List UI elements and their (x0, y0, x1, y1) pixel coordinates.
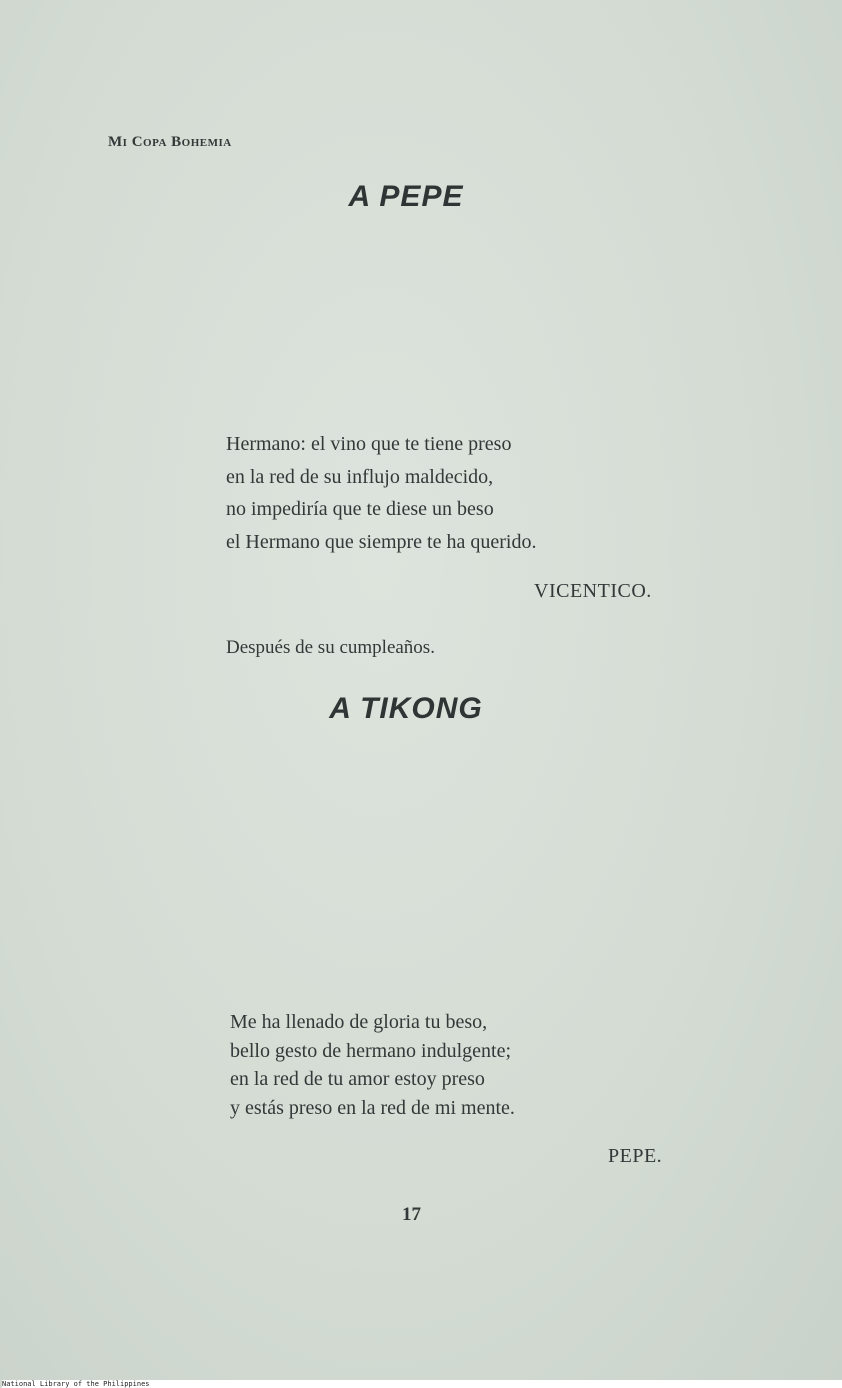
poem-line: en la red de tu amor estoy preso (230, 1068, 485, 1090)
poem-line: no impediría que te diese un beso (226, 498, 494, 520)
poem-a-tikong (230, 1008, 515, 1122)
signature-pepe: PEPE. (608, 1145, 663, 1167)
poem-title-a-pepe: A PEPE (348, 180, 464, 213)
poem-line: Hermano: el vino que te tiene preso (226, 433, 512, 455)
poem-title-a-tikong: A TIKONG (329, 692, 483, 725)
poem-line: en la red de su influjo maldecido, (226, 465, 494, 488)
running-head: Mi Copa Bohemia (108, 134, 232, 150)
poem-line: y estás preso en la red de mi mente. (230, 1096, 515, 1119)
poem-a-pepe (226, 428, 536, 558)
poem-line: bello gesto de hermano indulgente; (230, 1039, 512, 1062)
signature-vicentico: VICENTICO. (534, 580, 652, 602)
dedication-note: Después de su cumpleaños. (226, 637, 435, 658)
page-number: 17 (402, 1204, 421, 1225)
poem-line: el Hermano que siempre te ha querido. (226, 530, 537, 553)
library-footer: National Library of the Philippines (2, 1380, 842, 1388)
poem-line: Me ha llenado de gloria tu beso, (230, 1011, 488, 1033)
